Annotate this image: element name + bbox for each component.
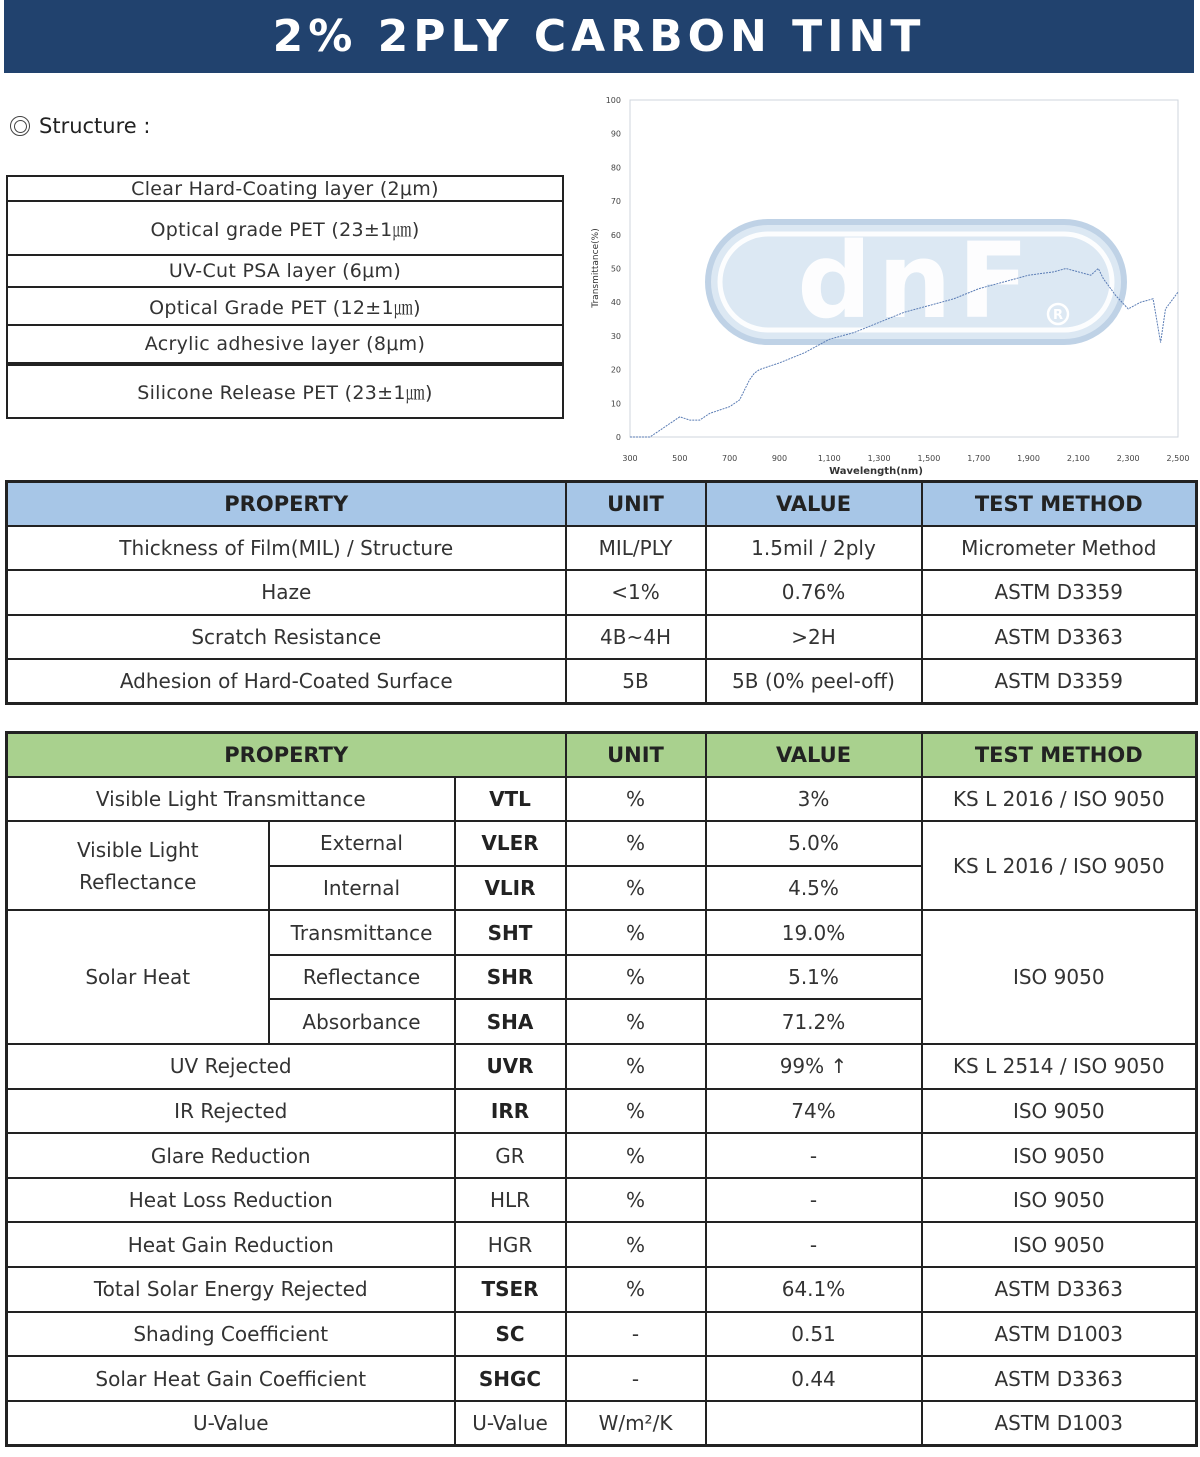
group-cell-visible-light-reflectance: Visible Light Reflectance xyxy=(7,821,269,910)
method-cell: ISO 9050 xyxy=(922,1089,1197,1134)
x-axis-label: Wavelength(nm) xyxy=(829,466,923,477)
y-tick-label: 70 xyxy=(610,197,621,207)
layer-hard-coating: Clear Hard-Coating layer (2μm) xyxy=(6,175,564,202)
layer-optical-pet-23: Optical grade PET (23±1㎛) xyxy=(6,202,564,256)
unit-cell: % xyxy=(566,1267,706,1312)
value-cell: 0.51 xyxy=(706,1312,922,1357)
table-row-irr xyxy=(7,1089,1197,1134)
x-axis-ticks xyxy=(622,454,1189,463)
group-cell-solar-heat: Solar Heat xyxy=(7,910,269,1044)
value-cell: - xyxy=(706,1222,922,1267)
table-row-uvr xyxy=(7,1044,1197,1089)
y-tick-label: 90 xyxy=(610,129,621,139)
abbr-cell: IRR xyxy=(455,1089,566,1134)
y-tick-label: 30 xyxy=(610,331,621,341)
abbr-cell: SHA xyxy=(455,999,566,1044)
sub-property-cell: Internal xyxy=(269,866,455,911)
method-cell: KS L 2514 / ISO 9050 xyxy=(922,1044,1197,1089)
y-axis-ticks xyxy=(606,96,621,442)
value-cell: 0.44 xyxy=(706,1356,922,1401)
table-row xyxy=(7,659,1197,704)
unit-cell: % xyxy=(566,1044,706,1089)
abbr-cell: SHGC xyxy=(455,1356,566,1401)
y-tick-label: 100 xyxy=(605,96,621,105)
abbr-cell: VLIR xyxy=(455,866,566,911)
col-header-unit: UNIT xyxy=(566,482,706,526)
value-cell: 74% xyxy=(706,1089,922,1134)
value-cell xyxy=(706,1401,922,1446)
property-cell: Solar Heat Gain Coefficient xyxy=(7,1356,455,1401)
value-cell: 19.0% xyxy=(706,910,922,955)
y-tick-label: 20 xyxy=(610,365,621,375)
y-tick-label: 10 xyxy=(610,399,621,409)
unit-cell: % xyxy=(566,821,706,866)
col-header-value: VALUE xyxy=(706,733,922,777)
x-tick-label: 1,300 xyxy=(867,454,891,463)
structure-heading xyxy=(10,114,150,138)
value-cell: - xyxy=(706,1178,922,1223)
value-cell: 5.0% xyxy=(706,821,922,866)
unit-cell: % xyxy=(566,1178,706,1223)
x-tick-label: 2,300 xyxy=(1116,454,1140,463)
table-row-u-value xyxy=(7,1401,1197,1446)
property-cell: U-Value xyxy=(7,1401,455,1446)
method-cell: KS L 2016 / ISO 9050 xyxy=(922,777,1197,822)
unit-cell: % xyxy=(566,1089,706,1134)
table-row xyxy=(7,615,1197,660)
table-row xyxy=(7,526,1197,571)
abbr-cell: HGR xyxy=(455,1222,566,1267)
col-header-test-method: TEST METHOD xyxy=(922,482,1197,526)
unit-cell: % xyxy=(566,910,706,955)
method-cell: ASTM D3359 xyxy=(922,659,1197,704)
method-cell: ASTM D3363 xyxy=(922,1267,1197,1312)
unit-cell: 5B xyxy=(566,659,706,704)
col-header-property: PROPERTY xyxy=(7,482,566,526)
svg-text:R: R xyxy=(1052,308,1064,323)
col-header-value: VALUE xyxy=(706,482,922,526)
property-cell: Heat Gain Reduction xyxy=(7,1222,455,1267)
unit-cell: % xyxy=(566,1133,706,1178)
method-cell: ASTM D3363 xyxy=(922,615,1197,660)
abbr-cell: U-Value xyxy=(455,1401,566,1446)
unit-cell: % xyxy=(566,999,706,1044)
double-circle-icon xyxy=(10,116,30,136)
property-cell: Adhesion of Hard-Coated Surface xyxy=(7,659,566,704)
value-cell: 4.5% xyxy=(706,866,922,911)
property-cell: Scratch Resistance xyxy=(7,615,566,660)
table-header-row xyxy=(7,482,1197,526)
layer-uv-cut-psa: UV-Cut PSA layer (6μm) xyxy=(6,256,564,288)
y-tick-label: 80 xyxy=(610,163,621,173)
table-row-hgr xyxy=(7,1222,1197,1267)
sub-property-cell: Transmittance xyxy=(269,910,455,955)
abbr-cell: TSER xyxy=(455,1267,566,1312)
x-tick-label: 1,100 xyxy=(817,454,841,463)
dnf-logo-watermark xyxy=(708,220,1124,342)
value-cell: >2H xyxy=(706,615,922,660)
y-tick-label: 50 xyxy=(610,264,621,274)
table-row-tser xyxy=(7,1267,1197,1312)
value-cell: - xyxy=(706,1133,922,1178)
method-cell: ASTM D1003 xyxy=(922,1401,1197,1446)
value-cell: 99% ↑ xyxy=(706,1044,922,1089)
y-axis-label: Transmittance(%) xyxy=(591,228,601,308)
optical-properties-table xyxy=(5,731,1198,1447)
abbr-cell: VTL xyxy=(455,777,566,822)
table-row-sht xyxy=(7,910,1197,955)
unit-cell: % xyxy=(566,866,706,911)
method-cell: ISO 9050 xyxy=(922,1178,1197,1223)
layer-silicone-release: Silicone Release PET (23±1㎛) xyxy=(6,364,564,419)
table-row-gr xyxy=(7,1133,1197,1178)
col-header-test-method: TEST METHOD xyxy=(922,733,1197,777)
value-cell: 3% xyxy=(706,777,922,822)
property-cell: Heat Loss Reduction xyxy=(7,1178,455,1223)
method-cell: ASTM D1003 xyxy=(922,1312,1197,1357)
x-tick-label: 500 xyxy=(672,454,688,463)
x-tick-label: 1,900 xyxy=(1017,454,1040,463)
table-row-sc xyxy=(7,1312,1197,1357)
table-row-shgc xyxy=(7,1356,1197,1401)
property-cell: UV Rejected xyxy=(7,1044,455,1089)
property-cell: Total Solar Energy Rejected xyxy=(7,1267,455,1312)
value-cell: 5B (0% peel-off) xyxy=(706,659,922,704)
abbr-cell: SC xyxy=(455,1312,566,1357)
property-cell: Visible Light Transmittance xyxy=(7,777,455,822)
x-tick-label: 900 xyxy=(771,454,788,463)
layer-optical-pet-12: Optical Grade PET (12±1㎛) xyxy=(6,288,564,326)
sub-property-cell: Reflectance xyxy=(269,955,455,1000)
transmittance-chart xyxy=(588,92,1194,478)
structure-heading-label: Structure : xyxy=(39,114,151,138)
method-cell: KS L 2016 / ISO 9050 xyxy=(922,821,1197,910)
method-cell: ASTM D3359 xyxy=(922,570,1197,615)
x-tick-label: 700 xyxy=(721,454,738,463)
y-tick-label: 0 xyxy=(615,433,621,442)
table-row-vler xyxy=(7,821,1197,866)
page-title-banner xyxy=(4,0,1194,73)
x-tick-label: 300 xyxy=(622,454,638,463)
value-cell: 0.76% xyxy=(706,570,922,615)
property-cell: Thickness of Film(MIL) / Structure xyxy=(7,526,566,571)
col-header-property: PROPERTY xyxy=(7,733,566,777)
method-cell: ASTM D3363 xyxy=(922,1356,1197,1401)
abbr-cell: VLER xyxy=(455,821,566,866)
value-cell: 1.5mil / 2ply xyxy=(706,526,922,571)
sub-property-cell: External xyxy=(269,821,455,866)
unit-cell: % xyxy=(566,1222,706,1267)
table-row-vtl xyxy=(7,777,1197,822)
unit-cell: % xyxy=(566,955,706,1000)
unit-cell: - xyxy=(566,1312,706,1357)
unit-cell: - xyxy=(566,1356,706,1401)
table-header-row xyxy=(7,733,1197,777)
layer-acrylic-adhesive: Acrylic adhesive layer (8μm) xyxy=(6,326,564,364)
property-cell: IR Rejected xyxy=(7,1089,455,1134)
table-row xyxy=(7,570,1197,615)
x-tick-label: 2,100 xyxy=(1066,454,1090,463)
sub-property-cell: Absorbance xyxy=(269,999,455,1044)
value-cell: 5.1% xyxy=(706,955,922,1000)
structure-layer-stack xyxy=(6,175,564,419)
abbr-cell: GR xyxy=(455,1133,566,1178)
abbr-cell: SHR xyxy=(455,955,566,1000)
abbr-cell: SHT xyxy=(455,910,566,955)
unit-cell: <1% xyxy=(566,570,706,615)
y-tick-label: 60 xyxy=(610,230,621,240)
watermark-text: dnF xyxy=(797,220,1035,342)
physical-properties-table xyxy=(5,480,1198,705)
value-cell: 64.1% xyxy=(706,1267,922,1312)
abbr-cell: HLR xyxy=(455,1178,566,1223)
unit-cell: 4B~4H xyxy=(566,615,706,660)
col-header-unit: UNIT xyxy=(566,733,706,777)
property-cell: Glare Reduction xyxy=(7,1133,455,1178)
value-cell: 71.2% xyxy=(706,999,922,1044)
method-cell: ISO 9050 xyxy=(922,910,1197,1044)
property-cell: Shading Coefficient xyxy=(7,1312,455,1357)
x-tick-label: 1,500 xyxy=(917,454,941,463)
table-row-hlr xyxy=(7,1178,1197,1223)
method-cell: ISO 9050 xyxy=(922,1133,1197,1178)
abbr-cell: UVR xyxy=(455,1044,566,1089)
method-cell: Micrometer Method xyxy=(922,526,1197,571)
property-cell: Haze xyxy=(7,570,566,615)
y-tick-label: 40 xyxy=(610,298,621,308)
x-tick-label: 2,500 xyxy=(1166,454,1190,463)
method-cell: ISO 9050 xyxy=(922,1222,1197,1267)
unit-cell: % xyxy=(566,777,706,822)
unit-cell: MIL/PLY xyxy=(566,526,706,571)
unit-cell: W/m²/K xyxy=(566,1401,706,1446)
page-title: 2% 2PLY CARBON TINT xyxy=(272,11,926,62)
x-tick-label: 1,700 xyxy=(967,454,991,463)
